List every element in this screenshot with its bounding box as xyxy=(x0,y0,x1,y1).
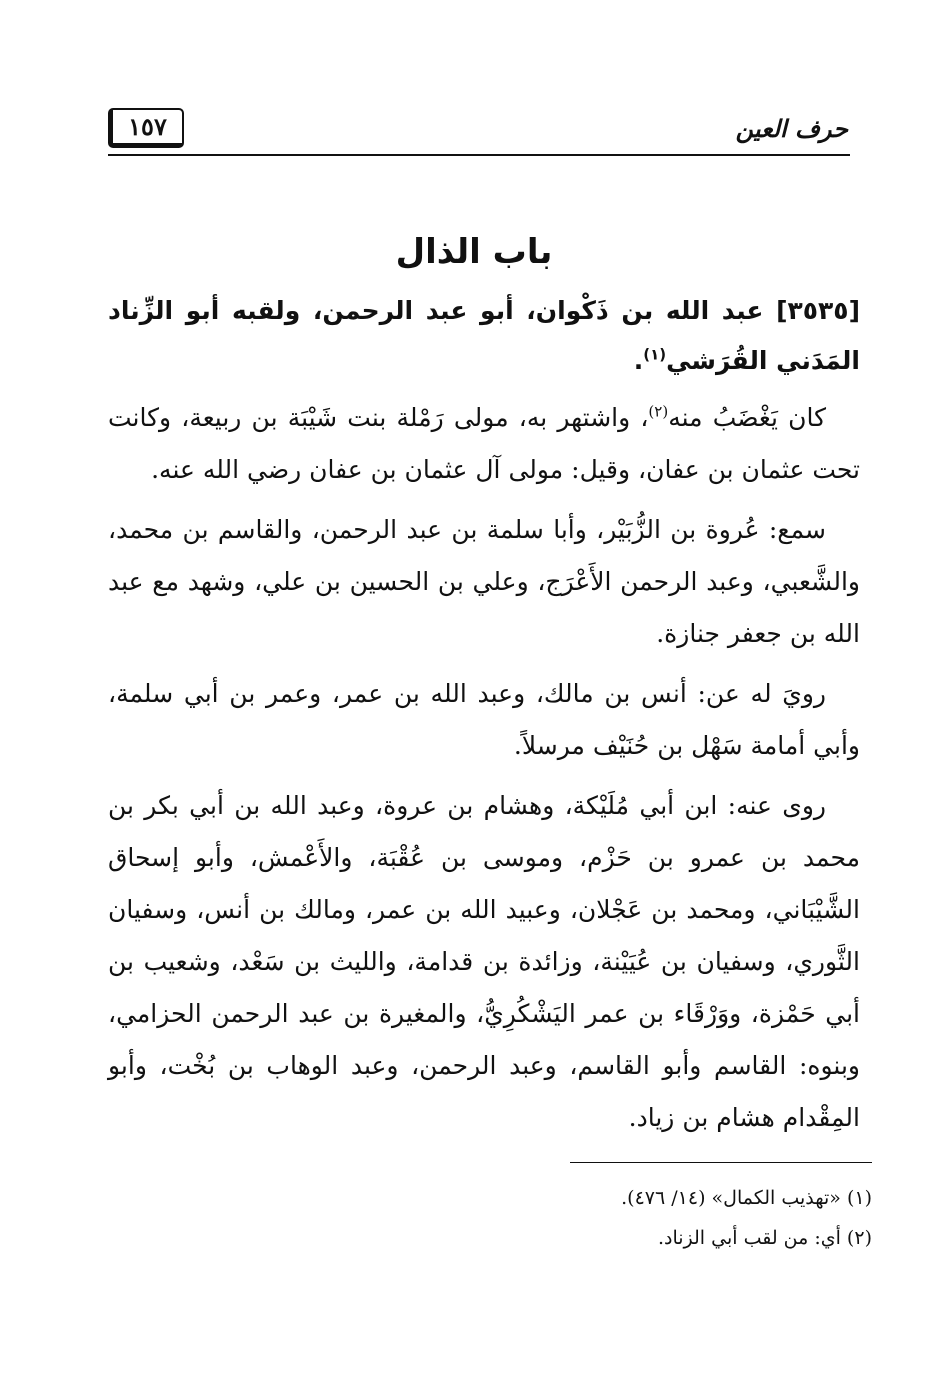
paragraph-narrated-from: رويَ له عن: أنس بن مالك، وعبد الله بن عمر، وعمر بن أبي سلمة، وأبي أمامة سَهْل بن حُنَيْف مرسلاً. xyxy=(108,679,860,760)
footnote-rule xyxy=(570,1162,872,1163)
footnotes xyxy=(272,1178,872,1258)
paragraph-intro-rest: ، واشتهر به، مولى رَمْلة بنت شَيْبَة بن ربيعة، وكانت تحت عثمان بن عفان، وقيل: مولى آل عثمان بن عفان رضي الله عنه. xyxy=(108,403,860,484)
page-header xyxy=(108,108,850,158)
paragraph-intro xyxy=(108,392,860,496)
footnote-2: (٢) أي: من لقب أبي الزناد. xyxy=(657,1227,872,1249)
header-rule xyxy=(108,154,850,156)
paragraph-intro-start: كان يَغْضَبُ منه xyxy=(668,403,827,432)
entry-heading: [٣٥٣٥] عبد الله بن ذَكْوان، أبو عبد الرحمن، ولقبه أبو الزِّناد المَدَني القُرَشي$^{(١)}$. xyxy=(108,296,860,375)
footnote-ref-2[interactable]: (٢) xyxy=(648,402,669,421)
footnote-1: (١) «تهذيب الكمال» (١٤/ ٤٧٦). xyxy=(621,1187,872,1209)
entry-body xyxy=(108,286,860,1152)
paragraph-narrators: روى عنه: ابن أبي مُلَيْكة، وهشام بن عروة، وعبد الله بن أبي بكر بن محمد بن عمرو بن حَزْم، وموسى بن عُقْبَة، والأَعْمش، وأبو إسحاق الشَّيْبَاني، ومحمد بن عَجْلان، وعبيد الله بن عمر، ومالك بن أنس، وسفيان الثَّوري، وسفيان بن عُيَيْنة، وزائدة بن قدامة، والليث بن سَعْد، وشعيب بن أبي حَمْزة، ووَرْقَاء بن عمر اليَشْكُرِيُّ، والمغيرة بن عبد الرحمن الحزامي، وبنوه: القاسم وأبو القاسم، وعبد الرحمن، وعبد الوهاب بن بُخْت، وأبو المِقْدام هشام بن زياد. xyxy=(108,791,860,1132)
page-number: ١٥٧ xyxy=(108,108,184,148)
entry-heading-text: [٣٥٣٥] عبد الله بن ذَكْوان، أبو عبد الرحمن، ولقبه أبو الزِّناد المَدَني القُرَشي xyxy=(108,296,860,375)
footnote-ref-1[interactable]: (١) xyxy=(643,345,667,364)
paragraph-heard-from: سمع: عُروة بن الزُّبَيْر، وأبا سلمة بن عبد الرحمن، والقاسم بن محمد، والشَّعبي، وعبد الرحمن الأَعْرَج، وعلي بن الحسين بن علي، وشهد مع عبد الله بن جعفر جنازة. xyxy=(108,515,860,648)
running-head: حرف العين xyxy=(735,114,848,143)
section-title: باب الذال xyxy=(395,232,553,272)
